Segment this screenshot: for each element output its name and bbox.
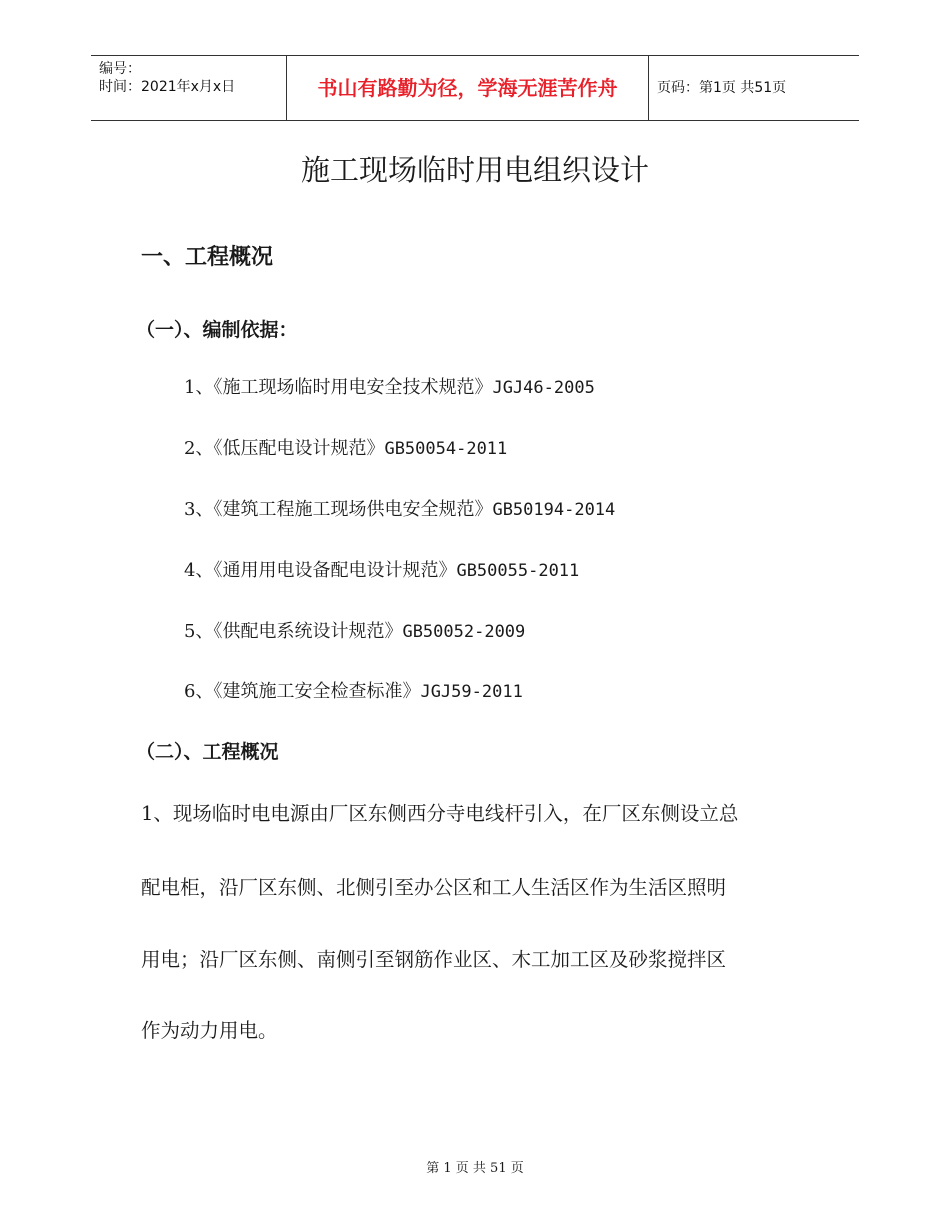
paragraph-line: 1、现场临时电电源由厂区东侧西分寺电线杆引入，在厂区东侧设立总	[141, 802, 739, 825]
paragraph-line: 用电；沿厂区东侧、南侧引至钢筋作业区、木工加工区及砂浆搅拌区	[141, 948, 727, 971]
reference-title: 4、《通用用电设备配电设计规范》	[184, 560, 457, 581]
reference-item	[184, 373, 595, 399]
reference-title: 6、《建筑施工安全检查标准》	[184, 681, 421, 702]
reference-code: GB50054-2011	[384, 439, 508, 459]
header-page-info: 页码：第1页 共51页	[657, 80, 787, 96]
reference-title: 2、《低压配电设计规范》	[184, 438, 385, 459]
header-number-label: 编号：	[99, 61, 141, 77]
page-header	[91, 55, 859, 121]
section-heading: 一、工程概况	[141, 245, 274, 270]
page-footer: 第 1 页 共 51 页	[426, 1161, 524, 1176]
reference-title: 5、《供配电系统设计规范》	[184, 621, 403, 642]
reference-item	[184, 617, 525, 643]
reference-item	[184, 434, 507, 460]
paragraph-line: 配电柜，沿厂区东侧、北侧引至办公区和工人生活区作为生活区照明	[141, 876, 727, 899]
subsection-heading-overview: （二）、工程概况	[136, 741, 279, 763]
reference-item	[184, 677, 523, 703]
paragraph-line: 作为动力用电。	[141, 1019, 278, 1042]
reference-code: GB50055-2011	[456, 561, 580, 581]
subsection-heading-basis: （一）、编制依据：	[136, 319, 298, 341]
header-motto: 书山有路勤为径，学海无涯苦作舟	[317, 76, 618, 100]
document-title: 施工现场临时用电组织设计	[300, 153, 649, 187]
reference-code: JGJ59-2011	[420, 682, 523, 702]
reference-item	[184, 556, 579, 582]
header-meta	[99, 60, 235, 96]
header-divider	[648, 56, 649, 120]
reference-code: GB50194-2014	[492, 500, 616, 520]
reference-code: JGJ46-2005	[492, 378, 595, 398]
reference-title: 1、《施工现场临时用电安全技术规范》	[184, 377, 493, 398]
reference-title: 3、《建筑工程施工现场供电安全规范》	[184, 499, 493, 520]
header-time-label: 时间：2021年x月x日	[99, 79, 236, 95]
reference-code: GB50052-2009	[402, 622, 526, 642]
reference-item	[184, 495, 615, 521]
